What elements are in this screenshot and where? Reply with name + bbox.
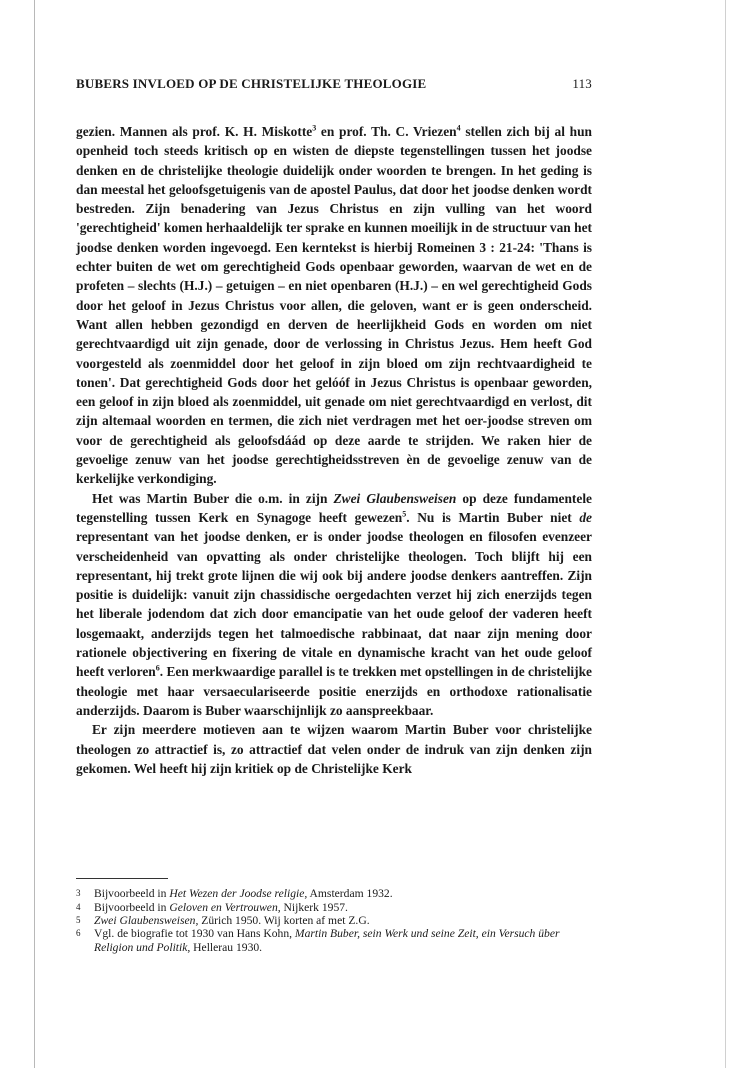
- footnote-number: 4: [76, 901, 81, 912]
- footnote-ref-4: 4: [456, 123, 461, 133]
- footnotes: [76, 887, 592, 954]
- p1-text-b: en prof. Th. C. Vriezen: [316, 124, 457, 139]
- footnote-text-pre: Vgl. de biografie tot 1930 van Hans Kohn,: [94, 927, 295, 941]
- p2-text-a: Het was Martin Buber die o.m. in zijn: [92, 490, 334, 506]
- footnote-text: [94, 887, 592, 900]
- footnote-title: Martin Buber, sein Werk und seine Zeit, ein Versuch über Religion und Politik,: [94, 927, 560, 954]
- footnote-ref-6: 6: [155, 663, 160, 673]
- footnote-number: 6: [76, 928, 81, 939]
- footnote-text: [94, 901, 592, 914]
- footnote-5: [76, 914, 592, 927]
- footnote-text-pre: Bijvoorbeeld in: [94, 887, 170, 901]
- p2-text-b: op deze fundamentele tegenstelling tussen Kerk en Synagoge heeft gewezen: [76, 490, 592, 525]
- p1-text-a: gezien. Mannen als prof. K. H. Miskotte: [76, 124, 313, 139]
- scan-left-edge: [34, 0, 35, 1068]
- running-head-title: BUBERS INVLOED OP DE CHRISTELIJKE THEOLOGIE: [76, 76, 427, 91]
- footnote-text-post: Hellerau 1930.: [190, 940, 263, 954]
- footnote-text-pre: Bijvoorbeeld in: [94, 900, 170, 914]
- page-number: 113: [572, 76, 592, 91]
- p2-italic-de: de: [579, 509, 592, 525]
- p2-text-d: representant van het joodse denken, er is onder joodse theologen en filosofen evenzeer verscheidenheid van opvatting als onder christelijke theologen. Toch blijft hij een representant, hij trekt grote lijnen die wij ook bij andere joodse denkers aantreffen. Zijn positie is duidelijk: vanuit zijn chassidische oergedachten verzet hij zich enerzijds tegen het liberale jodendom dat zich door emancipatie van het oude geloof der vaderen heeft losgemaakt, anderzijds tegen het talmoedische rabbinaat, dat naar zijn mening door rationele objectivering en fixering de vitale en dynamische kracht van het oude geloof heeft verloren: [76, 529, 592, 680]
- footnote-3: [76, 887, 592, 900]
- p2-italic-zwei-glaubensweisen: Zwei Glaubensweisen: [333, 490, 457, 506]
- book-page: [76, 76, 592, 954]
- paragraph-2: [76, 489, 592, 721]
- footnote-ref-3: 3: [312, 123, 317, 133]
- footnote-text-post: Amsterdam 1932.: [307, 887, 393, 901]
- footnote-text: [94, 914, 592, 927]
- footnote-number: 3: [76, 888, 81, 899]
- p2-text-c: . Nu is Martin Buber niet: [406, 509, 580, 525]
- footnote-text-post: Nijkerk 1957.: [280, 900, 348, 914]
- paragraph-1: [76, 122, 592, 489]
- p1-text-c: stellen zich bij al hun openheid toch steeds kritisch op en wisten de diepste tegenstellingen tussen het joodse denken en de christelijke theologie duidelijk onder woorden te brengen. In het geding is dan meestal het geloofsgetuigenis van de apostel Paulus, dat door het joodse denken wordt bestreden. Zijn benadering van Jezus Christus en zijn vulling van het woord 'gerechtigheid' komen herhaaldelijk ter sprake en kunnen moeilijk in de structuur van het joodse denken worden ingevoegd. Een kerntekst is hierbij Romeinen 3 : 21-24: 'Thans is echter buiten de wet om gerechtigheid Gods openbaar geworden, waarvan de wet en de profeten – slechts (H.J.) – getuigen – en niet openbaren (H.J.) – en wel gerechtigheid Gods door het geloof in Jezus Christus voor allen, die geloven, want er is geen onderscheid. Want allen hebben gezondigd en derven de heerlijkheid Gods en worden om niet gerechtvaardigd uit zijn genade, door de verlossing in Christus Jezus. Hem heeft God voorgesteld als zoenmiddel door het geloof in zijn bloed om zijn rechtvaardigheid te tonen'. Dat gerechtigheid Gods door het gelóóf in Jezus Christus is openbaar geworden, een geloof in zijn bloed als zoenmiddel, uit genade om niet gerechtvaardigd en verlost, dit zijn altemaal woorden en termen, die zich niet verdragen met het oer-joodse streven om voor de gerechtigheid als geloofsdáád op deze aarde te strijden. We raken hier de gevoelige zenuw van het joodse gerechtigheidsstreven èn de gevoelige zenuw van de kerkelijke verkondiging.: [76, 124, 592, 487]
- footnote-4: [76, 901, 592, 914]
- footnote-number: 5: [76, 914, 81, 925]
- footnote-title: Geloven en Vertrouwen,: [169, 900, 281, 914]
- p2-text-e: . Een merkwaardige parallel is te trekken met opstellingen in de christelijke theologie met haar versaeculariseerde positie enerzijds en orthodoxe rationalisatie anderzijds. Daarom is Buber waarschijnlijk zo aanspreekbaar.: [76, 664, 592, 718]
- paragraph-3: Er zijn meerdere motieven aan te wijzen waarom Martin Buber voor christelijke theologen zo attractief is, zo attractief dat velen onder de indruk van zijn denken zijn gekomen. Wel heeft hij zijn kritiek op de Christelijke Kerk: [76, 722, 592, 776]
- scan-right-edge: [725, 0, 726, 1068]
- footnote-6: [76, 927, 592, 954]
- footnote-title: Het Wezen der Joodse religie,: [169, 887, 308, 901]
- footnote-divider: [76, 878, 168, 879]
- running-head: [76, 76, 592, 92]
- footnote-ref-5: 5: [402, 509, 407, 519]
- footnote-text-post: Zürich 1950. Wij korten af met Z.G.: [198, 913, 370, 927]
- footnote-title: Zwei Glaubensweisen,: [94, 913, 199, 927]
- footnote-text: [94, 927, 592, 954]
- body-text: [76, 122, 592, 778]
